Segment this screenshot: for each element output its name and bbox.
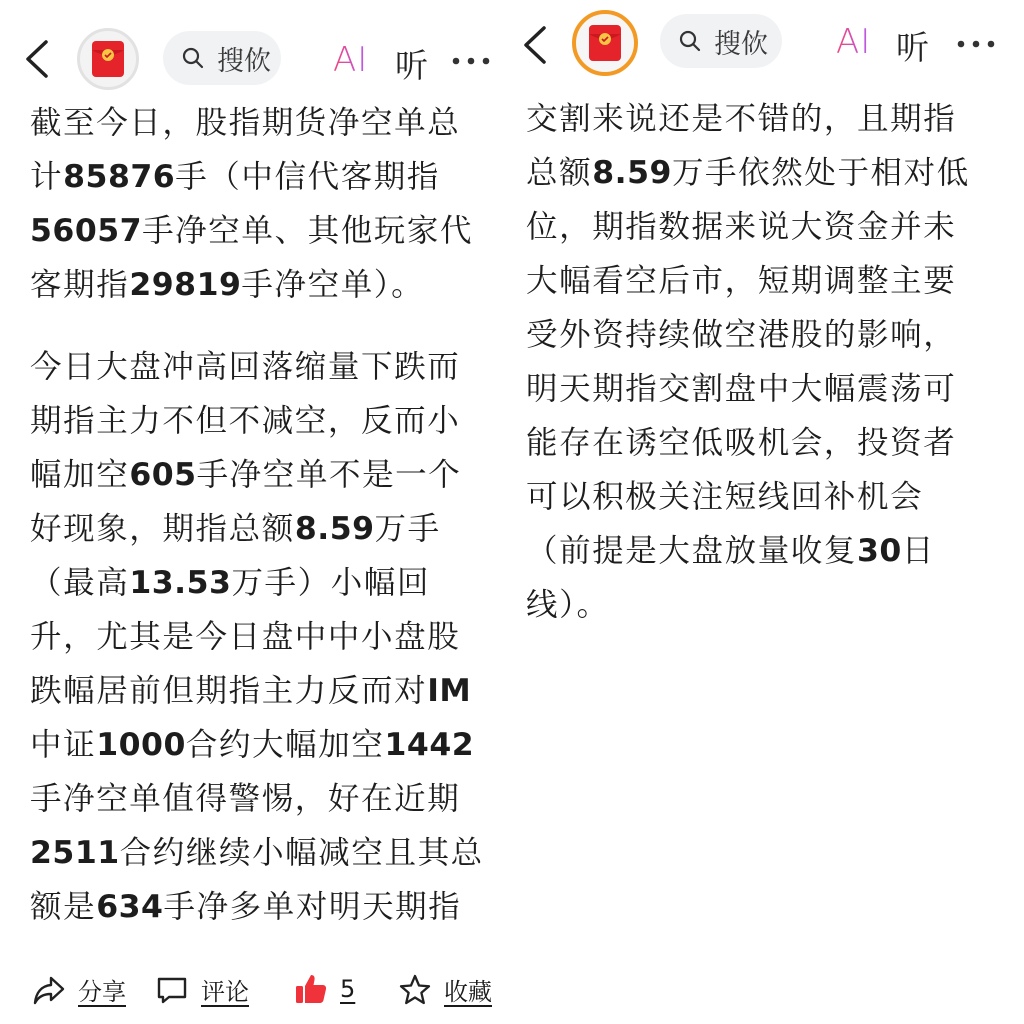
red-envelope-icon	[588, 24, 622, 62]
like-count: 5	[340, 975, 356, 1003]
article-line: 位，期指数据来说大资金并未	[526, 209, 957, 245]
article-line: 能存在诱空低吸机会，投资者	[526, 425, 957, 461]
comment-icon	[155, 973, 189, 1007]
article-line: 56057手净空单、其他玩家代	[30, 213, 474, 249]
article-line: 今日大盘冲高回落缩量下跌而	[30, 349, 461, 385]
comment-label: 评论	[201, 978, 249, 1006]
search-bar[interactable]	[660, 14, 782, 68]
article-body	[30, 96, 484, 934]
article-line: 期指主力不但不减空，反而小	[30, 403, 461, 439]
article-line: 好现象，期指总额8.59万手	[30, 511, 441, 547]
top-navigation-bar	[0, 0, 510, 92]
search-bar[interactable]	[163, 31, 281, 85]
search-icon	[181, 46, 205, 70]
share-button[interactable]	[32, 972, 126, 1007]
article-line: 线）。	[526, 587, 610, 623]
favorite-label: 收藏	[444, 978, 492, 1006]
ai-button[interactable]: AI	[836, 22, 872, 62]
bottom-action-bar	[0, 962, 510, 1018]
red-envelope-icon	[91, 40, 125, 78]
article-line: 可以积极关注短线回补机会	[526, 479, 924, 515]
share-icon	[32, 973, 66, 1007]
article-line: 明天期指交割盘中大幅震荡可	[526, 371, 957, 407]
favorite-button[interactable]	[398, 972, 492, 1007]
article-line: 2511合约继续小幅减空且其总	[30, 835, 484, 871]
search-placeholder: 搜佽	[217, 45, 271, 77]
star-icon	[398, 973, 432, 1007]
article-line: 交割来说还是不错的，且期指	[526, 101, 957, 137]
author-avatar[interactable]	[77, 28, 139, 90]
article-line: 计85876手（中信代客期指	[30, 159, 441, 195]
ai-button[interactable]: AI	[333, 40, 369, 80]
article-line: 总额8.59万手依然处于相对低	[526, 155, 970, 191]
author-avatar[interactable]	[572, 10, 638, 76]
back-arrow-icon[interactable]	[520, 20, 550, 70]
more-options-icon[interactable]	[450, 56, 494, 66]
article-line: 截至今日，股指期货净空单总	[30, 105, 461, 141]
article-line: 大幅看空后市，短期调整主要	[526, 263, 957, 299]
listen-button[interactable]: 听	[395, 46, 428, 85]
more-options-icon[interactable]	[955, 39, 999, 49]
article-line: 手净空单值得警惕，好在近期	[30, 781, 461, 817]
right-screenshot-pane	[510, 0, 1024, 1024]
article-line: 受外资持续做空港股的影响，	[526, 317, 957, 353]
back-arrow-icon[interactable]	[22, 34, 52, 84]
left-screenshot-pane	[0, 0, 510, 1024]
search-placeholder: 搜佽	[714, 28, 768, 60]
top-navigation-bar	[510, 0, 1024, 92]
article-line: 客期指29819手净空单）。	[30, 267, 425, 303]
share-label: 分享	[78, 978, 126, 1006]
article-body	[526, 92, 970, 632]
search-icon	[678, 29, 702, 53]
article-line: 中证1000合约大幅加空1442	[30, 727, 475, 763]
article-line: 幅加空605手净空单不是一个	[30, 457, 462, 493]
article-line: 额是634手净多单对明天期指	[30, 889, 462, 925]
article-line: （前提是大盘放量收复30日	[526, 533, 935, 569]
article-line: 升，尤其是今日盘中中小盘股	[30, 619, 461, 655]
listen-button[interactable]: 听	[896, 28, 929, 67]
like-button[interactable]	[294, 972, 355, 1006]
article-line: 跌幅居前但期指主力反而对IM	[30, 673, 472, 709]
article-line: （最高13.53万手）小幅回	[30, 565, 431, 601]
thumbs-up-icon	[294, 972, 328, 1006]
comment-button[interactable]	[155, 972, 249, 1007]
